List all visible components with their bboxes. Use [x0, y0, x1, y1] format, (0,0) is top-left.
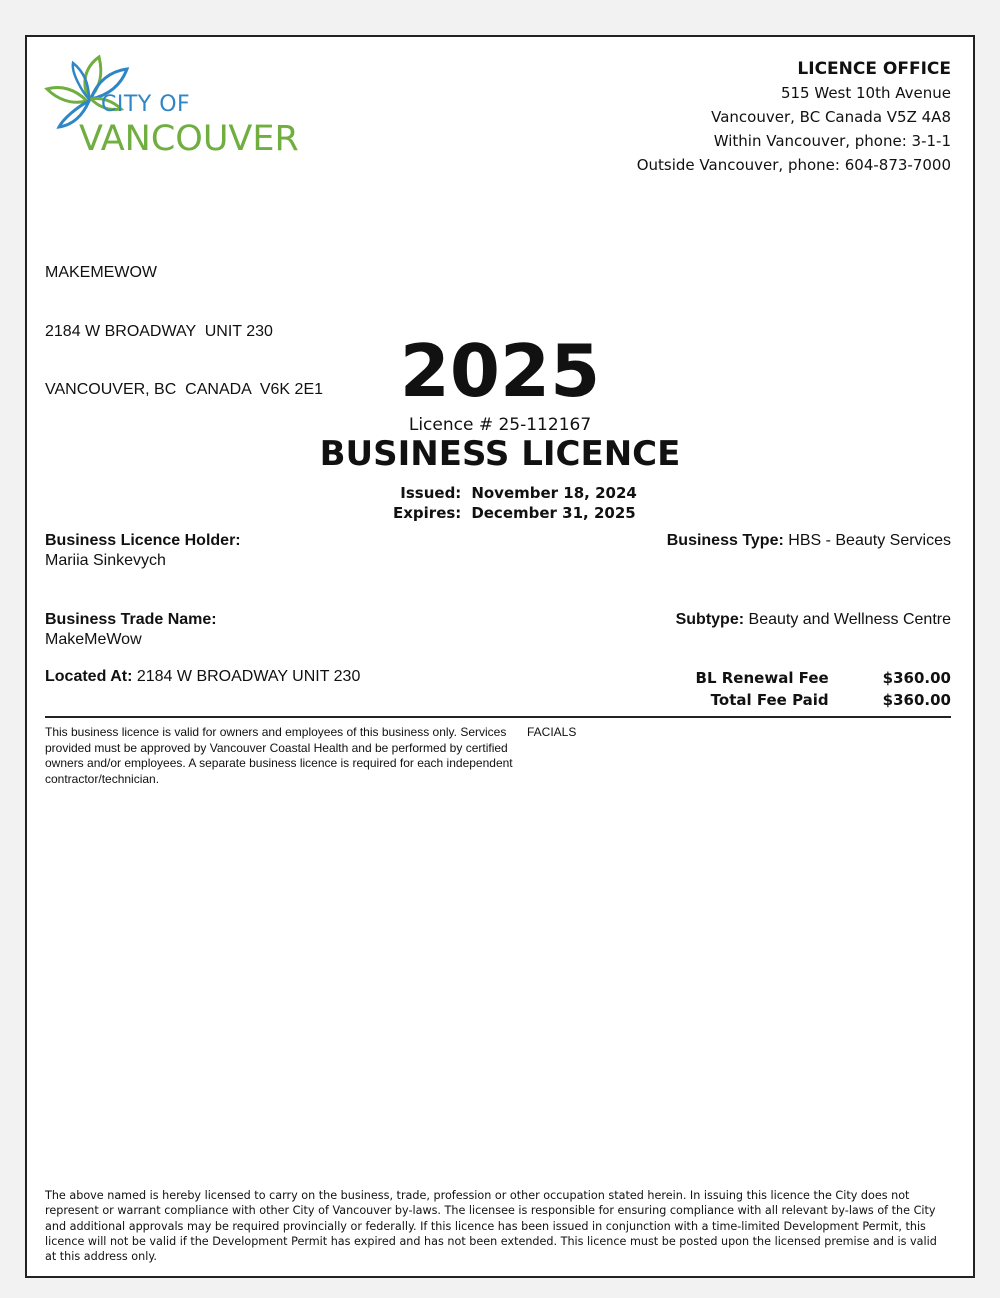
subtype-label: Subtype: — [675, 611, 745, 628]
location-label: Located At: — [45, 668, 133, 685]
office-phone-within: Within Vancouver, phone: 3-1-1 — [713, 132, 951, 150]
licence-title: BUSINESS LICENCE — [319, 434, 681, 474]
expires-label: Expires: — [393, 504, 462, 522]
mailing-line2: VANCOUVER, BC CANADA V6K 2E1 — [45, 381, 324, 398]
logo-vancouver: VANCOUVER — [79, 119, 299, 159]
subtype-value: Beauty and Wellness Centre — [748, 611, 951, 628]
location — [45, 667, 360, 687]
business-activity: FACIALS — [527, 725, 577, 739]
licence-dates — [393, 483, 641, 523]
issued-label: Issued: — [400, 484, 462, 502]
renewal-fee-label: BL Renewal Fee — [695, 669, 829, 687]
issued-date: November 18, 2024 — [471, 484, 637, 502]
licence-year: 2025 — [399, 329, 601, 413]
office-street: 515 West 10th Avenue — [780, 84, 951, 102]
expires-date: December 31, 2025 — [471, 504, 636, 522]
holder-label: Business Licence Holder: — [45, 532, 241, 549]
divider — [45, 716, 951, 718]
licence-number: Licence # 25-112167 — [408, 415, 592, 435]
trade-name-label: Business Trade Name: — [45, 611, 217, 628]
total-fee-label: Total Fee Paid — [710, 691, 829, 709]
licence-document — [25, 35, 975, 1278]
total-fee-amount: $360.00 — [882, 691, 951, 709]
trade-name-block — [45, 610, 217, 650]
logo-city-of: CITY OF — [101, 92, 191, 117]
fee-table — [696, 667, 951, 711]
business-type-label: Business Type: — [666, 532, 784, 549]
holder-block — [45, 531, 241, 571]
subtype — [676, 610, 951, 630]
city-logo — [41, 53, 301, 163]
holder-value: Mariia Sinkevych — [45, 552, 166, 569]
legal-notice: The above named is hereby licensed to carry on the business, trade, profession or other occupation stated herein. In issuing this licence the City does not represent or warrant compliance with other City of Vancouver by-laws. The licensee is responsible for ensuring compliance with all relevant by-laws of the City and additional approvals may be required provincially or federally. If this licence has been issued in conjunction with a time-limited Development Permit, this licence will not be valid if the Development Permit has expired and has not been extended. This licence must be posted upon the licensed premise and is valid at this address only. — [45, 1189, 937, 1264]
renewal-fee-amount: $360.00 — [882, 669, 951, 687]
licence-office-block — [637, 57, 951, 177]
business-type-value: HBS - Beauty Services — [788, 532, 951, 549]
office-title: LICENCE OFFICE — [797, 59, 951, 79]
licence-condition: This business licence is valid for owners and employees of this business only. Services provided must be approved by Vancouver Coastal Health and be performed by certified owners and/or employees. A separate business licence is required for each independent contractor/technician. — [45, 725, 513, 786]
trade-name-value: MakeMeWow — [45, 631, 142, 648]
location-value: 2184 W BROADWAY UNIT 230 — [136, 668, 361, 685]
office-city: Vancouver, BC Canada V5Z 4A8 — [711, 108, 951, 126]
mailing-name: MAKEMEWOW — [45, 264, 157, 281]
business-type — [667, 531, 951, 551]
mailing-line1: 2184 W BROADWAY UNIT 230 — [45, 322, 273, 340]
office-phone-outside: Outside Vancouver, phone: 604-873-7000 — [636, 156, 951, 174]
